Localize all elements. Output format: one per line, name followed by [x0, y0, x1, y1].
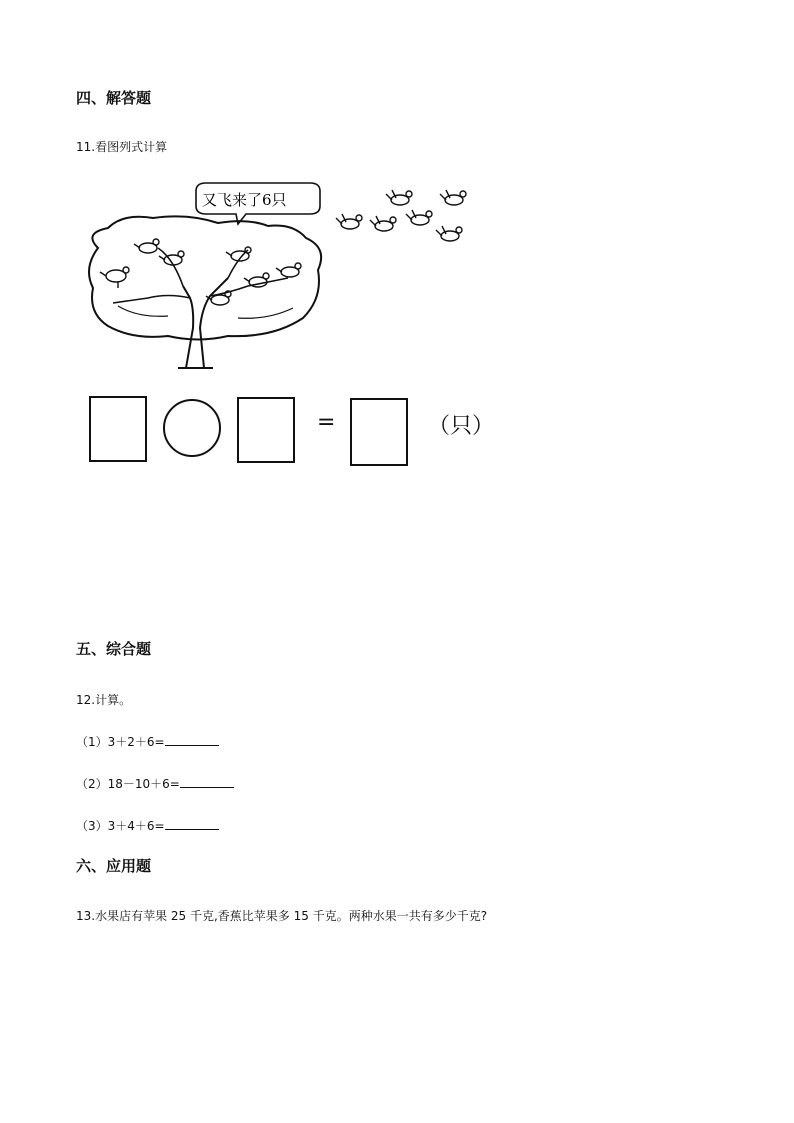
- answer-box-result[interactable]: [350, 398, 408, 466]
- bubble-text: 又飞来了6只: [202, 191, 287, 209]
- calc-item-text: （1）3＋2＋6=: [76, 735, 165, 749]
- bird-icon: [100, 267, 129, 288]
- question-13-prompt: 13.水果店有苹果 25 千克,香蕉比苹果多 15 千克。两种水果一共有多少千克?: [76, 909, 488, 923]
- calc-item: [76, 775, 234, 792]
- tree-birds-illustration: [78, 178, 478, 373]
- calc-item-text: （2）18－10＋6=: [76, 777, 180, 791]
- flying-birds: [336, 190, 466, 241]
- birds-on-tree: [100, 239, 301, 305]
- section-heading-application: 六、应用题: [76, 857, 152, 875]
- bird-icon: [436, 226, 462, 241]
- equals-sign: =: [317, 410, 336, 435]
- bird-icon: [336, 214, 362, 229]
- bird-icon: [386, 190, 412, 205]
- section-heading-answer: 四、解答题: [76, 89, 152, 107]
- answer-box-2[interactable]: [237, 397, 295, 463]
- section-heading-comprehensive: 五、综合题: [76, 640, 152, 658]
- tree-trunk: [183, 278, 228, 368]
- question-11-prompt: 11.看图列式计算: [76, 140, 168, 154]
- answer-blank[interactable]: [180, 775, 234, 788]
- bird-icon: [370, 216, 396, 231]
- answer-blank[interactable]: [165, 733, 219, 746]
- calc-item-text: （3）3＋4＋6=: [76, 819, 165, 833]
- bird-icon: [276, 263, 301, 277]
- speech-bubble: [196, 183, 320, 224]
- calc-item: [76, 733, 219, 750]
- unit-label: （只）: [428, 414, 495, 439]
- operator-circle[interactable]: [163, 399, 221, 457]
- question-12-prompt: 12.计算。: [76, 693, 132, 707]
- bird-icon: [440, 190, 466, 205]
- answer-box-1[interactable]: [89, 396, 147, 462]
- answer-blank[interactable]: [165, 817, 219, 830]
- bird-icon: [406, 210, 432, 225]
- calc-item: [76, 817, 219, 834]
- bird-icon: [226, 247, 251, 261]
- bird-icon: [134, 239, 159, 253]
